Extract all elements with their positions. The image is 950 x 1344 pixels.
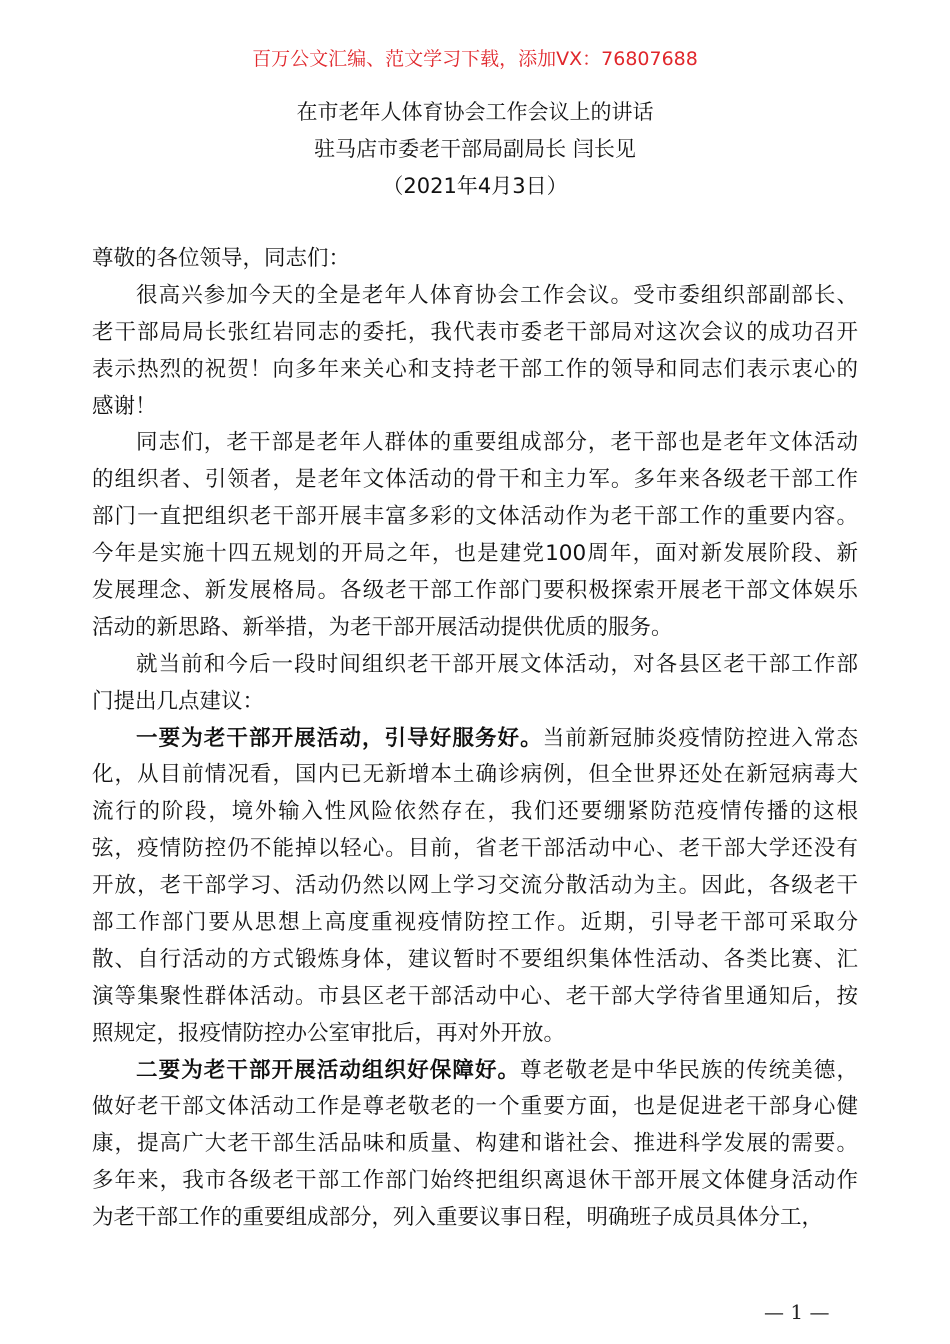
text-line: [92, 868, 858, 905]
text-line: [92, 499, 858, 536]
text-line: [92, 425, 858, 462]
text-line: [92, 610, 858, 647]
text-line: [92, 536, 858, 573]
line-text: 做好老干部文体活动工作是尊老敬老的一个重要方面，也是促进老干部身心健: [92, 1094, 858, 1120]
bold-heading: 二要为老干部开展活动组织好保障好。: [136, 1057, 521, 1083]
line-text: 今年是实施十四五规划的开局之年，也是建党100周年，面对新发展阶段、新: [92, 541, 858, 567]
salutation: 尊敬的各位领导，同志们：: [92, 246, 351, 271]
paragraph: [92, 1053, 858, 1237]
line-text: 部门一直把组织老干部开展丰富多彩的文体活动作为老干部工作的重要内容。: [92, 504, 858, 530]
text-line: [92, 794, 858, 831]
line-text: 发展理念、新发展格局。各级老干部工作部门要积极探索开展老干部文体娱乐: [92, 578, 858, 604]
bold-heading: 一要为老干部开展活动，引导好服务好。: [136, 725, 543, 751]
text-line: [92, 721, 858, 758]
line-text: 多年来，我市各级老干部工作部门始终把组织离退休干部开展文体健身活动作: [92, 1168, 858, 1194]
line-text: 感谢！: [92, 393, 157, 419]
text-line: [92, 278, 858, 315]
line-text: 化，从目前情况看，国内已无新增本土确诊病例，但全世界还处在新冠病毒大: [92, 762, 858, 788]
line-text: 照规定，报疫情防控办公室审批后，再对外开放。: [92, 1020, 566, 1046]
text-line: [92, 352, 858, 389]
text-line: [92, 1089, 858, 1126]
line-text: 当前新冠肺炎疫情防控进入常态: [542, 725, 858, 751]
line-text: 就当前和今后一段时间组织老干部开展文体活动，对各县区老干部工作部: [136, 651, 858, 677]
text-line: [92, 979, 858, 1016]
page-number: — 1 —: [764, 1300, 830, 1324]
line-text: 开放，老干部学习、活动仍然以网上学习交流分散活动为主。因此，各级老干: [92, 873, 858, 899]
text-line: [92, 1126, 858, 1163]
text-line: [92, 684, 858, 721]
line-text: 尊老敬老是中华民族的传统美德，: [520, 1057, 858, 1083]
text-line: [92, 1163, 858, 1200]
text-line: [92, 462, 858, 499]
text-line: [92, 1200, 858, 1237]
line-text: 为老干部工作的重要组成部分，列入重要议事日程，明确班子成员具体分工，: [92, 1205, 824, 1231]
text-line: [92, 647, 858, 684]
line-text: 弦，疫情防控仍不能掉以轻心。目前，省老干部活动中心、老干部大学还没有: [92, 836, 858, 862]
line-text: 的组织者、引领者，是老年文体活动的骨干和主力军。多年来各级老干部工作: [92, 467, 858, 493]
text-line: [92, 757, 858, 794]
paragraph: [92, 425, 858, 646]
text-line: [92, 1016, 858, 1053]
line-text: 流行的阶段，境外输入性风险依然存在，我们还要绷紧防范疫情传播的这根: [92, 799, 858, 825]
paragraph: [92, 721, 858, 1053]
line-text: 门提出几点建议：: [92, 688, 265, 714]
document-body: [92, 241, 858, 1237]
paragraph: [92, 647, 858, 721]
text-line: [92, 905, 858, 942]
line-text: 很高兴参加今天的全是老年人体育协会工作会议。受市委组织部副部长、: [136, 282, 858, 308]
text-line: [92, 1053, 858, 1090]
line-text: 老干部局局长张红岩同志的委托，我代表市委老干部局对这次会议的成功召开: [92, 319, 858, 345]
watermark-banner: 百万公文汇编、范文学习下载，添加VX：76807688: [252, 48, 698, 70]
line-text: 活动的新思路、新举措，为老干部开展活动提供优质的服务。: [92, 614, 673, 640]
line-text: 康，提高广大老干部生活品味和质量、构建和谐社会、推进科学发展的需要。: [92, 1131, 858, 1157]
date-line: （2021年4月3日）: [382, 174, 568, 198]
text-line: [92, 573, 858, 610]
line-text: 演等集聚性群体活动。市县区老干部活动中心、老干部大学待省里通知后，按: [92, 983, 858, 1009]
paragraph: [92, 278, 858, 426]
text-line: [92, 315, 858, 352]
text-line: [92, 831, 858, 868]
line-text: 部工作部门要从思想上高度重视疫情防控工作。近期，引导老干部可采取分: [92, 910, 858, 936]
author-line: 驻马店市委老干部局副局长 闫长见: [314, 137, 636, 161]
line-text: 同志们，老干部是老年人群体的重要组成部分，老干部也是老年文体活动: [136, 430, 858, 456]
text-line: [92, 942, 858, 979]
line-text: 散、自行活动的方式锻炼身体，建议暂时不要组织集体性活动、各类比赛、汇: [92, 946, 858, 972]
document-title: 在市老年人体育协会工作会议上的讲话: [296, 100, 654, 124]
text-line: [92, 389, 858, 426]
line-text: 表示热烈的祝贺！向多年来关心和支持老干部工作的领导和同志们表示衷心的: [92, 356, 858, 382]
